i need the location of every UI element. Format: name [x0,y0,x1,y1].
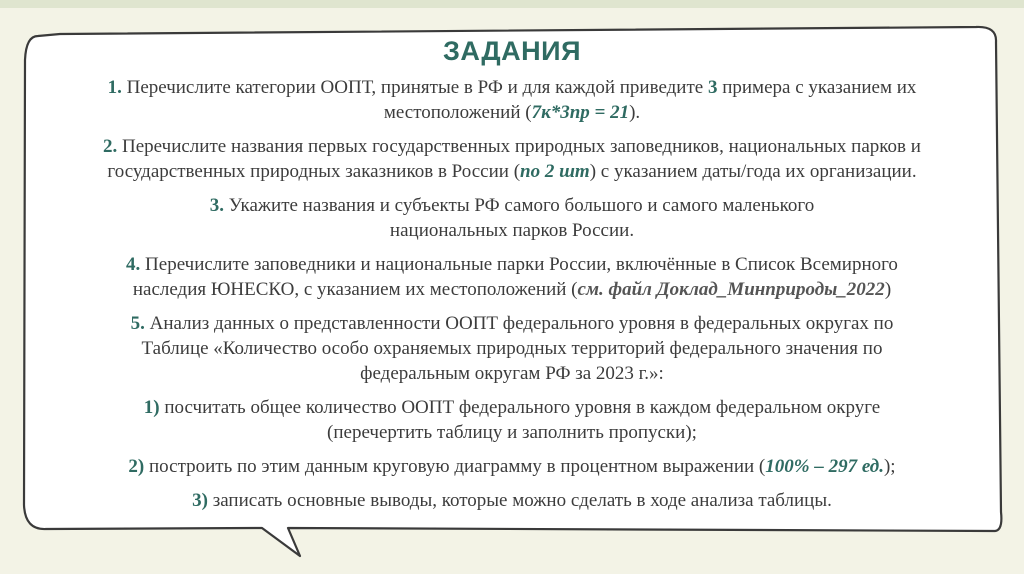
task-number: 3. [209,195,224,216]
task-3 [58,193,966,243]
subtask-2 [58,454,966,479]
task-text: национальных парков России. [389,220,635,241]
task-text: Таблице «Количество особо охраняемых природных территорий федерального значения по [141,338,883,359]
task-highlight: по 2 шт [520,161,590,182]
subtask-text: записать основные выводы, которые можно сделать в ходе анализа таблицы. [207,490,832,511]
task-highlight: 3 [707,77,718,98]
task-2 [58,134,966,184]
task-text: Анализ данных о представленности ООПТ федерального уровня в федеральных округах по [144,313,894,334]
task-number: 4. [126,254,141,275]
subtask-number: 2) [128,456,145,477]
task-text: ) [884,279,892,300]
subtask-highlight: 100% – 297 ед. [765,456,884,477]
subtask-text: построить по этим данным круговую диаграмму в процентном выражении ( [144,456,766,477]
task-number: 1. [107,77,122,98]
task-number: 5. [130,313,145,334]
task-1 [58,75,966,125]
task-5 [58,311,966,386]
task-number: 2. [103,136,118,157]
task-text: государственных природных заказников в России ( [107,161,521,182]
subtask-text: посчитать общее количество ООПТ федерального уровня в каждом федеральном округе [159,397,881,418]
task-text: ). [629,102,641,123]
task-text: Перечислите категории ООПТ, принятые в РФ и для каждой приведите [121,77,708,98]
subtask-1 [58,395,966,445]
subtask-text: ); [883,456,896,477]
task-text: ) с указанием даты/года их организации. [589,161,917,182]
subtask-text: (перечертить таблицу и заполнить пропуски); [327,422,697,443]
task-text: федеральным округам РФ за 2023 г.»: [360,363,664,384]
task-text: наследия ЮНЕСКО, с указанием их местоположений ( [132,279,578,300]
task-text: Перечислите названия первых государственных природных заповедников, национальных парков и [117,136,921,157]
task-highlight: см. файл Доклад_Минприроды_2022 [577,279,885,300]
page-title: ЗАДАНИЯ [443,36,581,66]
subtask-number: 1) [143,397,160,418]
tasks-content [58,36,966,522]
task-highlight: 7к*3пр = 21 [531,102,630,123]
task-text: Перечислите заповедники и национальные парки России, включённые в Список Всемирного [140,254,898,275]
task-text: местоположений ( [383,102,532,123]
task-4 [58,252,966,302]
subtask-3 [58,488,966,513]
subtask-number: 3) [192,490,208,511]
task-text: Укажите названия и субъекты РФ самого большого и самого маленького [223,195,815,216]
task-text: примера с указанием их [717,77,917,98]
